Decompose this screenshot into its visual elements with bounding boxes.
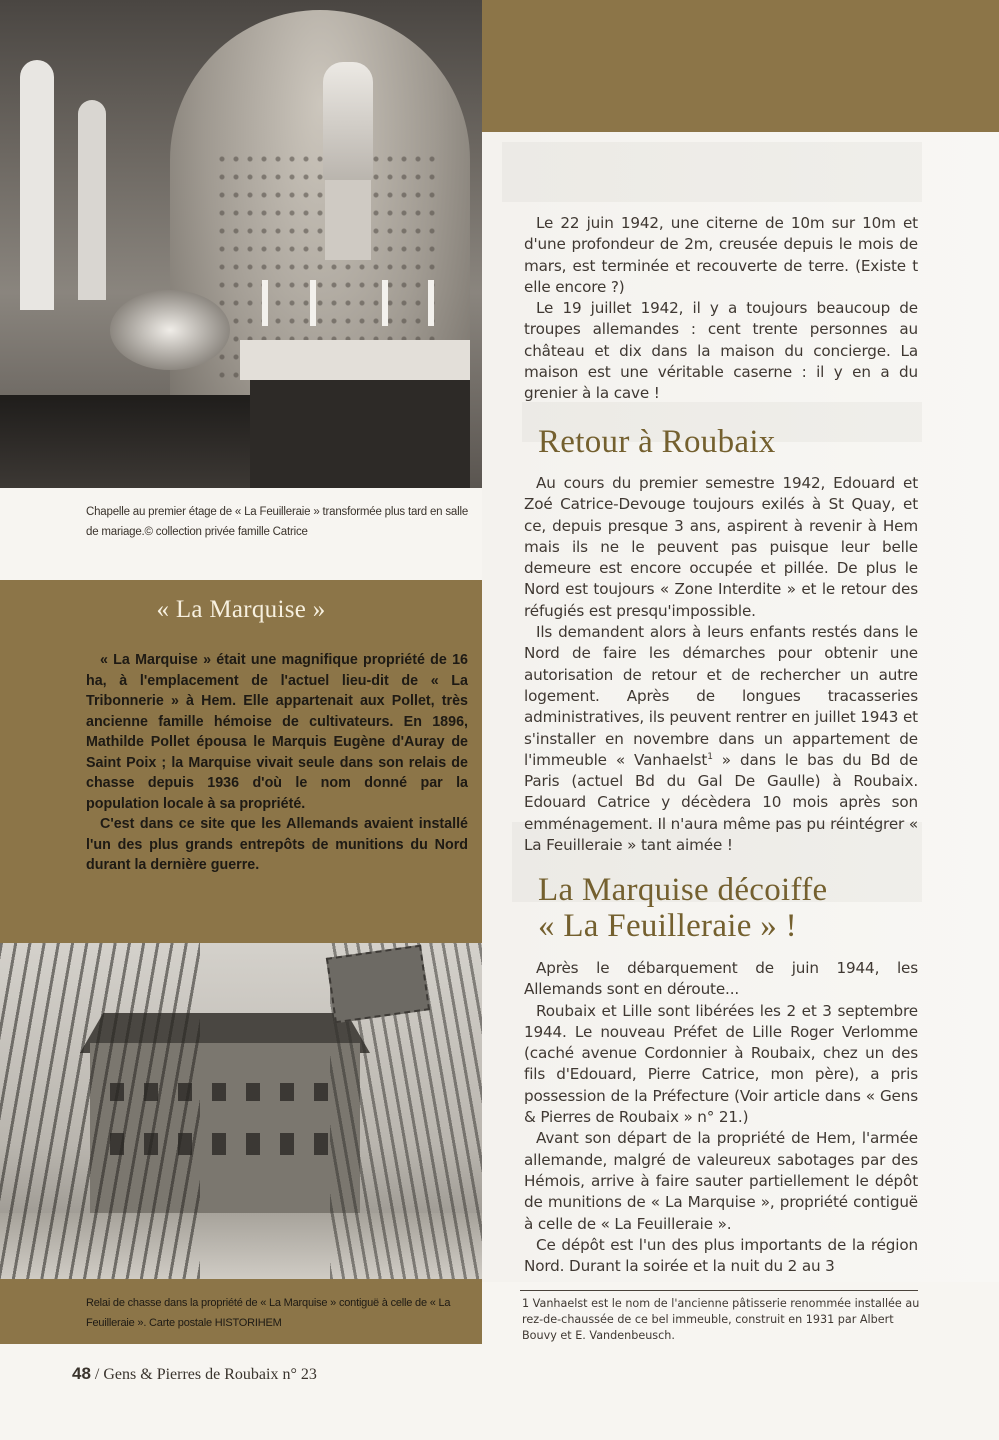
sidebar-title: « La Marquise » [156,596,326,623]
body-paragraph: Ce dépôt est l'un des plus importants de la région Nord. Durant la soirée et la nuit du 2 au 3 [524,1235,918,1276]
body-paragraph: Le 19 juillet 1942, il y a toujours beaucoup de troupes allemandes : cent trente personnes au château et dix dans la maison du concierge. La maison est une véritable caserne : il y en a du grenier à la cave ! [524,299,918,403]
footnote: 1 Vanhaelst est le nom de l'ancienne pâtisserie renommée installée au rez-de-chaussée de ce bel immeuble, construit en 1931 par Albert Bouvy et E. Vandenbeusch. [522,1297,920,1342]
page-folio [72,1364,317,1384]
hunting-lodge-photo [0,943,482,1279]
footnote-divider [520,1290,918,1291]
sidebar-paragraph: C'est dans ce site que les Allemands avaient installé l'un des plus grands entrepôts de munitions du Nord durant la dernière guerre. [86,816,468,873]
sidebar-paragraph: « La Marquise » était une magnifique propriété de 16 ha, à l'emplacement de l'actuel lieu-dit de « La Tribonnerie » à Hem. Elle appartenait aux Pollet, très ancienne famille hémoise de cultivateurs. En 1896, Mathilde Pollet épousa le Marquis Eugène d'Auray de Saint Poix ; la Marquise vivait seule dans son relais de chasse depuis 1936 d'où le nom donné par la population locale à sa propriété. [86,652,468,812]
intro-text [524,213,918,405]
body-paragraph: Après le débarquement de juin 1944, les Allemands sont en déroute... [524,959,918,999]
heading-line: La Marquise décoiffe [538,872,828,908]
heading-line: « La Feuilleraie » ! [538,908,797,944]
body-text-fragment: » dans le bas du Bd de Paris (actuel Bd du Gal De Gaulle) à Roubaix. Edouard Catrice y décèdera 10 mois après son emménagement. Il n'aura même pas pu réintégrer « La Feuilleraie » tant aimée ! [524,750,918,855]
body-paragraph: Roubaix et Lille sont libérées les 2 et 3 septembre 1944. Le nouveau Préfet de Lille Roger Verlomme (caché avenue Cordonnier à Roubaix, chez un des fils d'Edouard, Pierre Catrice, mon père), a pris possession de la Préfecture (Voir article dans « Gens & Pierres de Roubaix » n° 21.) [524,1001,918,1127]
body-paragraph: Au cours du premier semestre 1942, Edouard et Zoé Catrice-Devouge toujours exilés à St Quay, et ce, depuis presque 3 ans, aspirent à revenir à Hem mais ils ne le peuvent pas puisque leur belle demeure est encore occupée et pillée. De plus le Nord est toujours « Zone Interdite » et le retour des réfugiés est presqu'impossible. [524,474,918,620]
publication-name: / Gens & Pierres de Roubaix n° 23 [94,1366,317,1383]
footnote-marker: 1 [707,751,713,762]
body-paragraph [524,622,918,856]
body-paragraph: Avant son départ de la propriété de Hem, l'armée allemande, malgré de valeureux sabotages par des Hémois, arrive à faire sauter partiellement le dépôt de munitions de « La Marquise », propriété contiguë à celle de « La Feuilleraie ». [524,1129,918,1233]
page-number: 48 [72,1364,91,1383]
body-paragraph: Le 22 juin 1942, une citerne de 10m sur 10m et d'une profondeur de 2m, creusée depuis le mois de mars, est terminée et recouverte de terre. (Existe t elle encore ?) [524,214,918,296]
chapel-caption: Chapelle au premier étage de « La Feuilleraie » transformée plus tard en salle de mariage.© collection privée famille Catrice [86,506,469,538]
top-accent-band [482,0,999,132]
heading-retour-a-roubaix: Retour à Roubaix [538,424,776,460]
body-text-fragment: Ils demandent alors à leurs enfants restés dans le Nord de faire les démarches pour obtenir une autorisation de retour et de rechercher un autre logement. Après de longues tracasseries administratives, ils peuvent rentrer en juillet 1943 et s'installer en novembre dans un appartement de l'immeuble « Vanhaelst [524,623,918,769]
sidebar-body [86,650,468,876]
heading-marquise-decoiffe [538,872,918,944]
lodge-caption: Relai de chasse dans la propriété de « La Marquise » contiguë à celle de « La Feuilleraie ». Carte postale HISTORIHEM [86,1297,451,1329]
chapel-photo [0,0,482,488]
section-retour-text [524,473,918,856]
section-marquise-text [524,958,918,1277]
postage-stamp-icon [326,945,430,1024]
